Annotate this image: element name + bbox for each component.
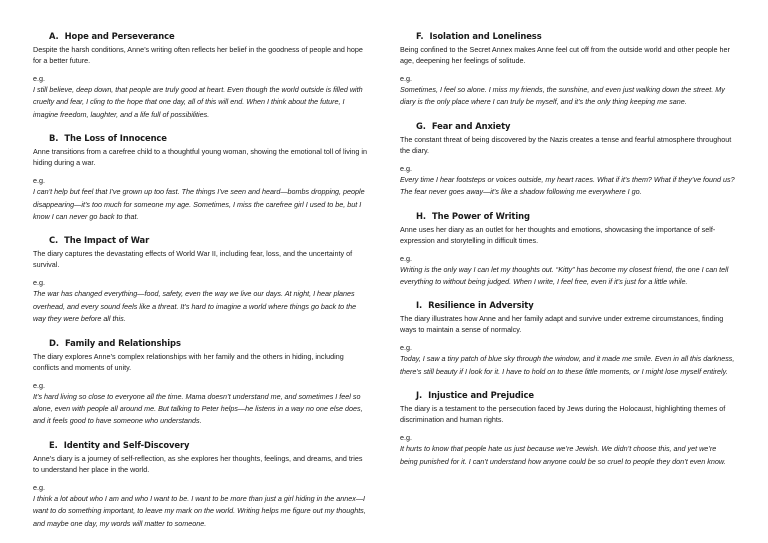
theme-description: Anne transitions from a carefree child to a thoughtful young woman, showing the emotional toll of living in hiding during a war. [33, 147, 368, 168]
theme-description: The diary explores Anne’s complex relationships with her family and the others in hiding, including conflicts and moments of unity. [33, 351, 344, 372]
example-label: e.g. [400, 253, 412, 263]
theme-heading [400, 120, 735, 132]
example-quote: I think a lot about who I am and who I want to be. I want to be more than just a girl hiding in the annex—I want to do something important, to leave my mark on the world. Writing helps me figure out my thoughts, and maybe one day, my words will matter to someone. [33, 493, 366, 528]
example-label: e.g. [400, 163, 412, 173]
theme-description: The diary illustrates how Anne and her family adapt and survive under extreme circumstances, finding ways to maintain a sense of normalcy. [400, 314, 724, 335]
theme-letter: G. [416, 120, 426, 131]
theme-letter: J. [416, 390, 423, 401]
left-column [33, 30, 368, 541]
theme-description: Anne’s diary is a journey of self-reflection, as she explores her thoughts, feelings, and dreams, and tries to understand her place in the world. [33, 453, 363, 474]
example-quote: I can’t help but feel that I’ve grown up too fast. The things I’ve seen and heard—bombs dropping, people disappearing—it’s too much for someone my age. Sometimes, I miss the carefree girl I used to be, but I know I can never go back to that. [33, 187, 365, 222]
theme-letter: B. [49, 133, 59, 144]
theme-heading [33, 30, 368, 42]
theme-letter: A. [49, 31, 59, 41]
theme-title: Family and Relationships [64, 337, 181, 348]
theme-section [400, 389, 735, 468]
theme-section [400, 210, 735, 289]
theme-letter: D. [49, 337, 59, 348]
theme-title: The Impact of War [64, 235, 150, 246]
theme-letter: E. [49, 439, 58, 450]
theme-title: Fear and Anxiety [431, 120, 511, 131]
example-label: e.g. [33, 482, 45, 492]
theme-section [33, 132, 368, 223]
theme-description: Despite the harsh conditions, Anne’s writing often reflects her belief in the goodness of people and hope for a better future. [33, 45, 363, 65]
example-quote: Every time I hear footsteps or voices outside, my heart races. What if it’s them? What if they’ve found us? The fear never goes away—it’s like a shadow following me everywhere I go. [400, 174, 735, 197]
theme-description: The constant threat of being discovered by the Nazis creates a tense and fearful atmosphere throughout the diary. [400, 134, 732, 155]
theme-title: The Power of Writing [432, 210, 530, 221]
example-quote: Today, I saw a tiny patch of blue sky through the window, and it made me smile. Even in all this darkness, there’s still beauty if I look for it. I have to hold on to these little moments, or I might lose myself entirely. [400, 354, 735, 376]
example-quote: I still believe, deep down, that people are truly good at heart. Even though the world outside is filled with cruelty and fear, I cling to the hope that one day, all of this will end. When I think about the future, I imagine freedom, laughter, and a life full of possibilities. [33, 85, 363, 119]
example-label: e.g. [400, 433, 412, 443]
theme-description: Being confined to the Secret Annex makes Anne feel cut off from the outside world and other people her age, deepening her feelings of solitude. [400, 45, 730, 65]
theme-heading [33, 132, 368, 144]
theme-section [400, 299, 735, 378]
theme-letter: I. [416, 300, 423, 311]
theme-heading [400, 210, 735, 222]
theme-description: The diary captures the devastating effects of World War II, including fear, loss, and the uncertainty of survival. [33, 249, 353, 270]
theme-letter: C. [49, 235, 59, 246]
theme-heading [400, 389, 735, 401]
theme-heading [400, 299, 735, 311]
example-quote: It’s hard living so close to everyone all the time. Mama doesn’t understand me, and sometimes I feel so alone, even with people all around me. But talking to Peter helps—he listens in a way no one else does, and it feels good to have someone who understands. [33, 391, 363, 426]
example-quote: It hurts to know that people hate us just because we’re Jewish. We didn’t choose this, and yet we’re being punished for it. I can’t understand how anyone could be so cruel to people they don’t even know. [400, 444, 726, 466]
theme-title: Resilience in Adversity [428, 300, 534, 311]
theme-section [33, 234, 368, 325]
example-quote: The war has changed everything—food, safety, even the way we live our days. At night, I hear planes overhead, and every sound feels like a threat. It’s hard to imagine a world where things go back to the way they were before all this. [33, 289, 357, 324]
theme-section [33, 439, 368, 530]
example-label: e.g. [33, 74, 45, 83]
example-label: e.g. [33, 380, 45, 390]
theme-heading [33, 234, 368, 246]
theme-title: Isolation and Loneliness [429, 31, 542, 41]
theme-description: Anne uses her diary as an outlet for her thoughts and emotions, showcasing the importance of self-expression and storytelling in difficult times. [400, 224, 716, 245]
theme-title: The Loss of Innocence [64, 133, 167, 144]
theme-title: Injustice and Prejudice [428, 390, 534, 401]
theme-section [400, 30, 735, 109]
theme-title: Identity and Self-Discovery [63, 439, 190, 450]
example-label: e.g. [33, 278, 45, 288]
theme-letter: F. [416, 31, 424, 41]
example-label: e.g. [400, 343, 412, 353]
example-label: e.g. [33, 176, 45, 186]
theme-letter: H. [416, 210, 426, 221]
theme-section [33, 337, 368, 428]
theme-section [400, 120, 735, 199]
example-quote: Sometimes, I feel so alone. I miss my friends, the sunshine, and even just walking down the street. My diary is the only place where I can truly be myself, and it’s the only thing keeping me sane. [400, 85, 725, 107]
theme-title: Hope and Perseverance [64, 31, 175, 41]
right-column [400, 30, 735, 479]
theme-description: The diary is a testament to the persecution faced by Jews during the Holocaust, highlighting themes of discrimination and human rights. [400, 404, 726, 425]
theme-heading [33, 337, 368, 349]
example-label: e.g. [400, 74, 412, 83]
example-quote: Writing is the only way I can let my thoughts out. “Kitty” has become my closest friend, the one I can tell everything to without being judged. When I write, I feel free, even if it’s just for a little while. [400, 264, 729, 287]
theme-section [33, 30, 368, 121]
theme-heading [400, 30, 735, 42]
theme-heading [33, 439, 368, 451]
